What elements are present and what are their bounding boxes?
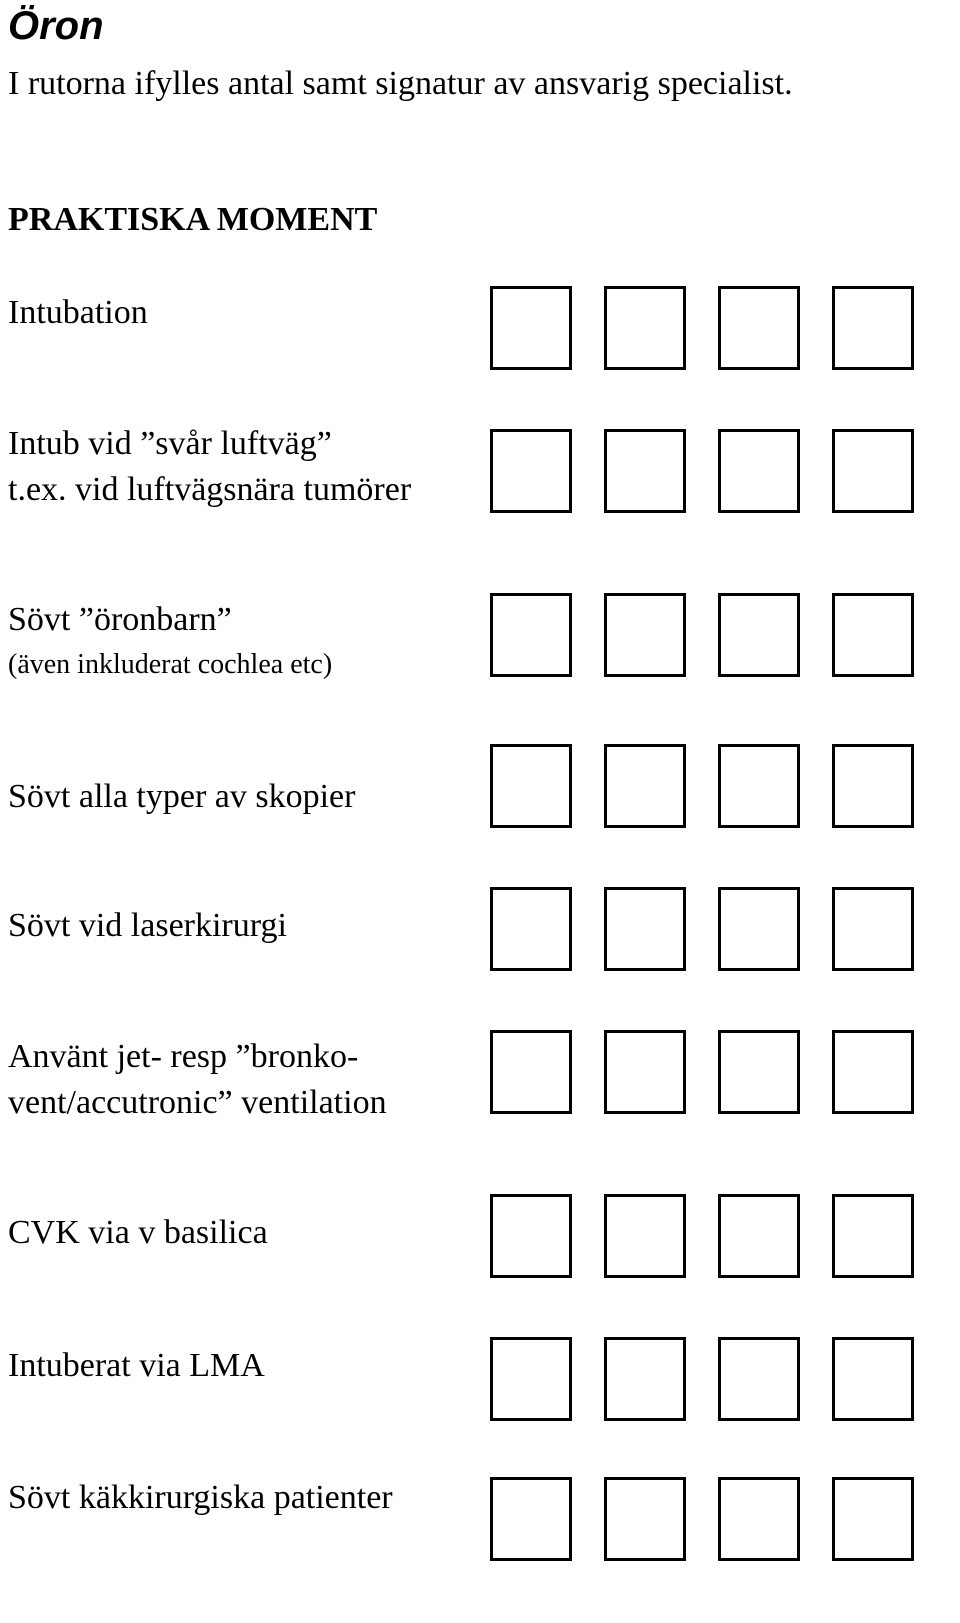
signature-boxes — [490, 1477, 922, 1565]
signature-box[interactable] — [604, 744, 686, 828]
procedure-label — [8, 597, 332, 687]
signature-box[interactable] — [490, 744, 572, 828]
signature-box[interactable] — [490, 887, 572, 971]
signature-box[interactable] — [490, 1030, 572, 1114]
signature-box[interactable] — [604, 286, 686, 370]
signature-box[interactable] — [832, 1337, 914, 1421]
signature-box[interactable] — [718, 744, 800, 828]
procedure-label — [8, 1034, 387, 1126]
signature-boxes — [490, 744, 922, 832]
procedure-label — [8, 290, 148, 336]
procedure-label — [8, 1475, 393, 1521]
procedure-label — [8, 774, 355, 820]
signature-box[interactable] — [490, 1194, 572, 1278]
signature-boxes — [490, 1337, 922, 1425]
signature-box[interactable] — [718, 429, 800, 513]
procedure-label-line: (även inkluderat cochlea etc) — [8, 649, 333, 680]
signature-box[interactable] — [490, 429, 572, 513]
signature-box[interactable] — [604, 593, 686, 677]
signature-box[interactable] — [604, 1337, 686, 1421]
procedure-label-line: Sövt ”öronbarn” — [8, 601, 232, 638]
procedure-label-line: Använt jet- resp ”bronko- — [8, 1038, 359, 1075]
procedure-label-line: t.ex. vid luftvägsnära tumörer — [8, 471, 412, 508]
signature-box[interactable] — [490, 593, 572, 677]
signature-box[interactable] — [604, 887, 686, 971]
signature-boxes — [490, 1030, 922, 1118]
procedure-label-line: vent/accutronic” ventilation — [8, 1084, 387, 1121]
procedure-label-line: CVK via v basilica — [8, 1214, 268, 1251]
signature-box[interactable] — [718, 1030, 800, 1114]
signature-box[interactable] — [604, 1477, 686, 1561]
procedure-label-line: Intubation — [8, 294, 148, 331]
signature-box[interactable] — [718, 1477, 800, 1561]
signature-box[interactable] — [832, 887, 914, 971]
instructions-text: I rutorna ifylles antal samt signatur av ansvarig specialist. — [8, 65, 793, 102]
signature-box[interactable] — [718, 1337, 800, 1421]
page-title: Öron — [8, 4, 104, 48]
signature-boxes — [490, 286, 922, 374]
signature-box[interactable] — [604, 429, 686, 513]
procedure-label — [8, 421, 411, 513]
signature-box[interactable] — [490, 1477, 572, 1561]
signature-box[interactable] — [718, 286, 800, 370]
signature-box[interactable] — [832, 429, 914, 513]
procedure-label — [8, 903, 287, 949]
signature-box[interactable] — [490, 1337, 572, 1421]
signature-boxes — [490, 887, 922, 975]
signature-box[interactable] — [604, 1194, 686, 1278]
signature-box[interactable] — [718, 1194, 800, 1278]
signature-boxes — [490, 429, 922, 517]
signature-box[interactable] — [604, 1030, 686, 1114]
procedure-label — [8, 1210, 268, 1256]
signature-box[interactable] — [490, 286, 572, 370]
signature-boxes — [490, 593, 922, 681]
signature-box[interactable] — [832, 744, 914, 828]
signature-box[interactable] — [832, 286, 914, 370]
procedure-label — [8, 1343, 265, 1389]
signature-box[interactable] — [832, 1030, 914, 1114]
procedure-label-line: Sövt käkkirurgiska patienter — [8, 1479, 393, 1516]
signature-box[interactable] — [832, 593, 914, 677]
procedure-label-line: Sövt alla typer av skopier — [8, 778, 356, 815]
signature-boxes — [490, 1194, 922, 1282]
procedure-label-line: Sövt vid laserkirurgi — [8, 907, 287, 944]
signature-box[interactable] — [832, 1477, 914, 1561]
signature-box[interactable] — [718, 887, 800, 971]
signature-box[interactable] — [718, 593, 800, 677]
procedure-label-line: Intuberat via LMA — [8, 1347, 265, 1384]
procedure-label-line: Intub vid ”svår luftväg” — [8, 425, 332, 462]
signature-box[interactable] — [832, 1194, 914, 1278]
section-heading: PRAKTISKA MOMENT — [8, 201, 378, 238]
